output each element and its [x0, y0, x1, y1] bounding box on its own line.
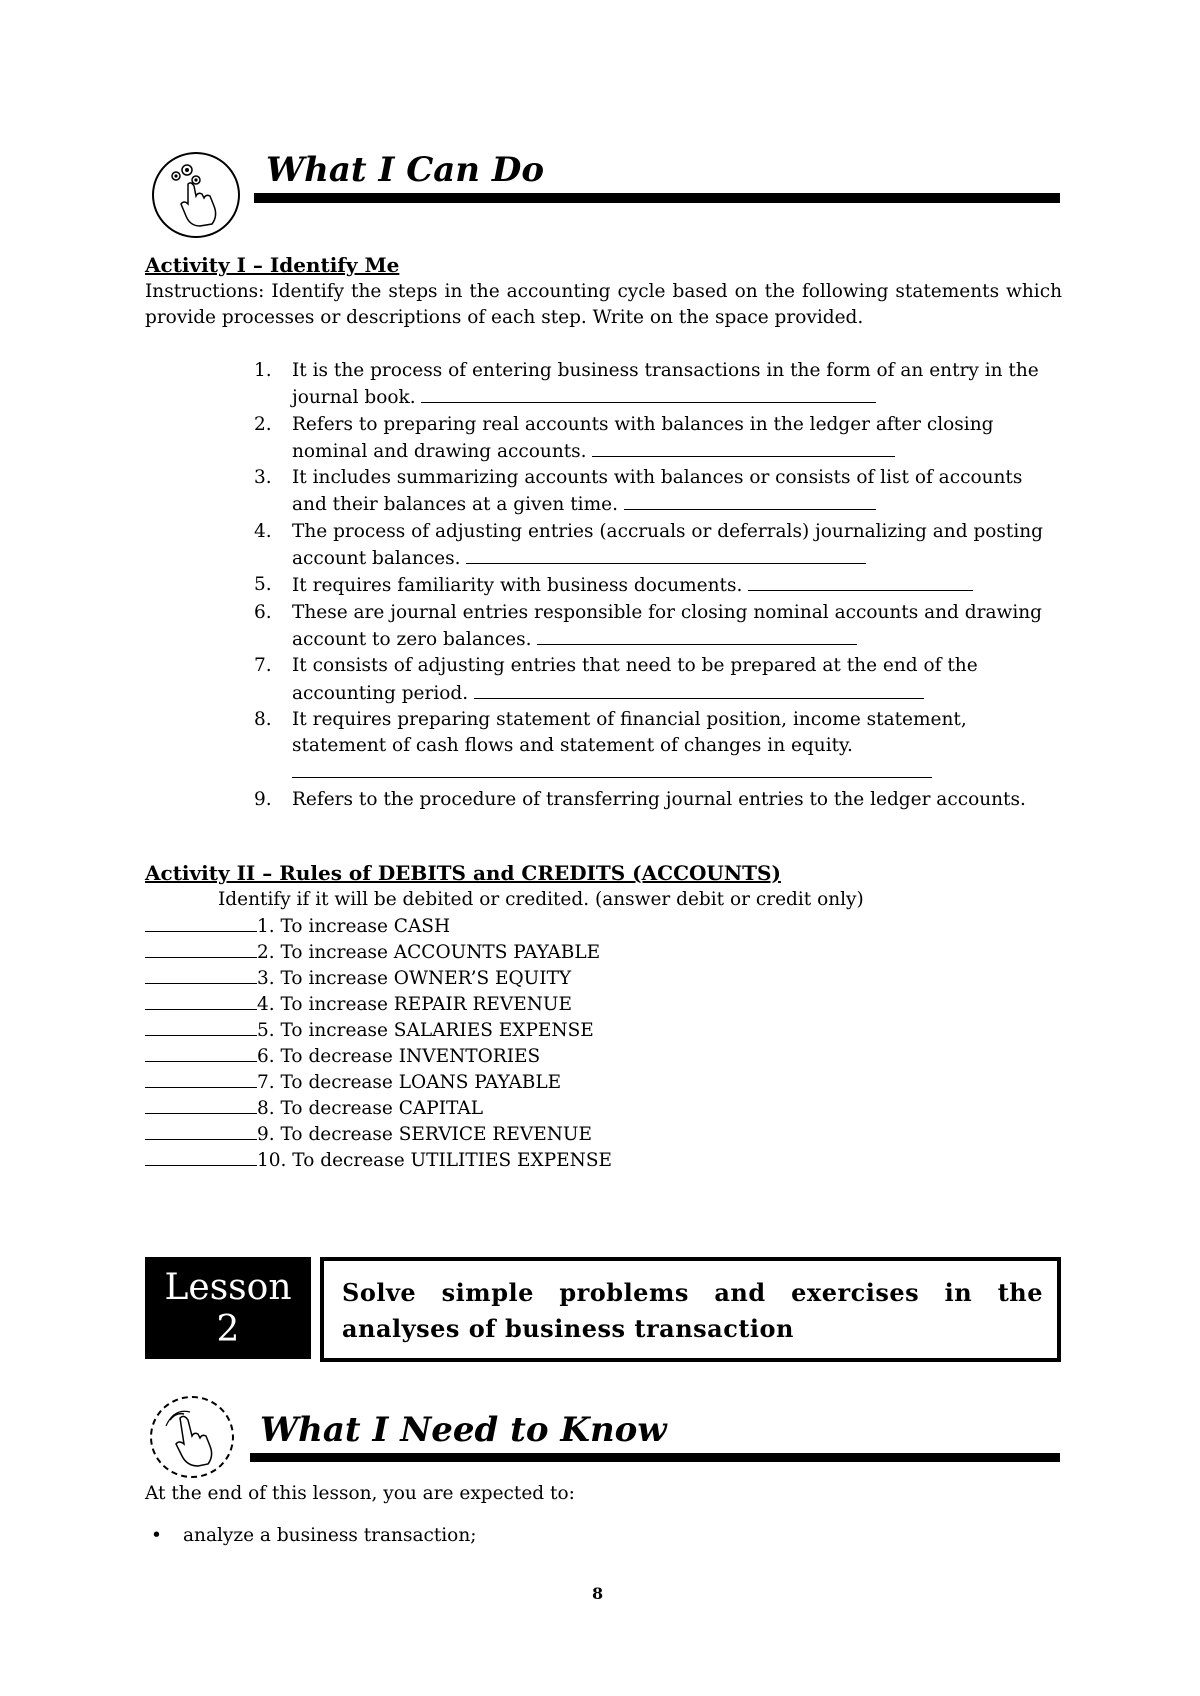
- answer-blank[interactable]: [292, 759, 932, 778]
- answer-blank[interactable]: [145, 1017, 257, 1036]
- answer-blank[interactable]: [145, 1147, 257, 1166]
- item-text: 2. To increase ACCOUNTS PAYABLE: [257, 942, 601, 963]
- list-item: [145, 913, 450, 940]
- answer-blank[interactable]: [624, 491, 876, 510]
- heading-rule: [254, 193, 1060, 203]
- list-item: [254, 707, 1062, 787]
- item-number: 6.: [254, 601, 272, 623]
- answer-blank[interactable]: [145, 1043, 257, 1062]
- list-item: [254, 519, 1062, 573]
- activity-2-instructions: Identify if it will be debited or credited. (answer debit or credit only): [218, 889, 864, 910]
- list-item: [145, 1121, 592, 1148]
- lesson-number: 2: [216, 1309, 240, 1350]
- item-number: 1.: [254, 360, 272, 381]
- section-title-what-i-can-do: What I Can Do: [266, 150, 545, 190]
- list-item: [145, 939, 600, 966]
- item-text: It consists of adjusting entries that need to be prepared at the end of the accounting period.: [292, 655, 978, 704]
- item-number: 7.: [254, 655, 272, 677]
- item-text: The process of adjusting entries (accruals or deferrals) journalizing and posting account balances.: [292, 520, 1044, 570]
- item-text: 8. To decrease CAPITAL: [257, 1098, 483, 1119]
- list-item: [145, 1147, 612, 1174]
- activity-1-instructions: Instructions: Identify the steps in the accounting cycle based on the following statements which provide processes or descriptions of each step. Write on the space provided.: [145, 281, 1062, 329]
- objectives-list: [145, 1523, 1045, 1549]
- item-text: These are journal entries responsible for closing nominal accounts and drawing account to zero balances.: [292, 601, 1043, 650]
- answer-blank[interactable]: [145, 991, 257, 1010]
- item-text: 4. To increase REPAIR REVENUE: [257, 994, 573, 1015]
- activity-2-title: Activity II – Rules of DEBITS and CREDITS (ACCOUNTS): [145, 861, 781, 885]
- item-text: 6. To decrease INVENTORIES: [257, 1046, 541, 1067]
- lesson-intro: At the end of this lesson, you are expected to:: [145, 1483, 575, 1504]
- list-item: [254, 653, 1062, 707]
- answer-blank[interactable]: [748, 572, 973, 591]
- item-text: 1. To increase CASH: [257, 916, 451, 937]
- answer-blank[interactable]: [145, 1069, 257, 1088]
- list-item: [254, 412, 1062, 466]
- page-number: 8: [592, 1584, 604, 1603]
- answer-blank[interactable]: [145, 1095, 257, 1114]
- answer-blank[interactable]: [537, 626, 857, 645]
- item-number: 8.: [254, 708, 272, 730]
- item-text: It includes summarizing accounts with balances or consists of list of accounts and their balances at a given time.: [292, 467, 1023, 516]
- answer-blank[interactable]: [145, 939, 257, 958]
- item-number: 4.: [254, 520, 272, 542]
- item-text: 7. To decrease LOANS PAYABLE: [257, 1072, 562, 1093]
- lesson-objective: Solve simple problems and exercises in the analyses of business transaction: [342, 1278, 1043, 1343]
- lesson-objective-box: [320, 1257, 1061, 1362]
- item-text: 9. To decrease SERVICE REVENUE: [257, 1124, 592, 1145]
- list-item: [145, 965, 571, 992]
- list-item: • analyze a business transaction;: [145, 1523, 1045, 1549]
- list-item: [145, 991, 572, 1018]
- item-number: 5.: [254, 574, 272, 596]
- list-item: [254, 358, 1062, 412]
- list-item: [145, 1043, 540, 1070]
- item-text: 10. To decrease UTILITIES EXPENSE: [257, 1150, 613, 1171]
- lesson-label-box: [145, 1257, 311, 1359]
- item-number: 2.: [254, 413, 272, 435]
- answer-blank[interactable]: [145, 1121, 257, 1140]
- section-title-what-i-need-to-know: What I Need to Know: [260, 1410, 667, 1450]
- activity-1-title: Activity I – Identify Me: [145, 253, 400, 277]
- answer-blank[interactable]: [421, 384, 876, 403]
- item-text: It requires familiarity with business documents.: [292, 575, 743, 597]
- item-text: 5. To increase SALARIES EXPENSE: [257, 1020, 594, 1041]
- answer-blank[interactable]: [592, 438, 895, 457]
- list-item: [145, 1017, 594, 1044]
- list-item: [254, 465, 1062, 519]
- list-item: [254, 600, 1062, 654]
- item-number: 9.: [254, 788, 272, 810]
- list-item: [254, 572, 1062, 599]
- heading-rule: [250, 1453, 1060, 1462]
- lesson-label: Lesson: [164, 1267, 292, 1308]
- hand-touch-icon: [150, 1396, 234, 1478]
- hand-pointing-icon: [152, 152, 240, 238]
- list-item: [145, 1069, 561, 1096]
- item-text: Refers to the procedure of transferring journal entries to the ledger accounts.: [292, 788, 1026, 810]
- item-number: 3.: [254, 467, 272, 489]
- item-text: 3. To increase OWNER’S EQUITY: [257, 968, 572, 989]
- activity-1-list: [254, 358, 1062, 813]
- list-item: [145, 1095, 483, 1122]
- item-text: It is the process of entering business transactions in the form of an entry in the journal book.: [292, 360, 1039, 409]
- answer-blank[interactable]: [474, 680, 924, 699]
- answer-blank[interactable]: [145, 965, 257, 984]
- item-text: Refers to preparing real accounts with balances in the ledger after closing nominal and drawing accounts.: [292, 413, 994, 462]
- answer-blank[interactable]: [145, 913, 257, 932]
- list-item: [254, 787, 1062, 813]
- item-text: It requires preparing statement of financial position, income statement, statement of cash flows and statement of changes in equity.: [292, 708, 967, 757]
- answer-blank[interactable]: [466, 545, 866, 564]
